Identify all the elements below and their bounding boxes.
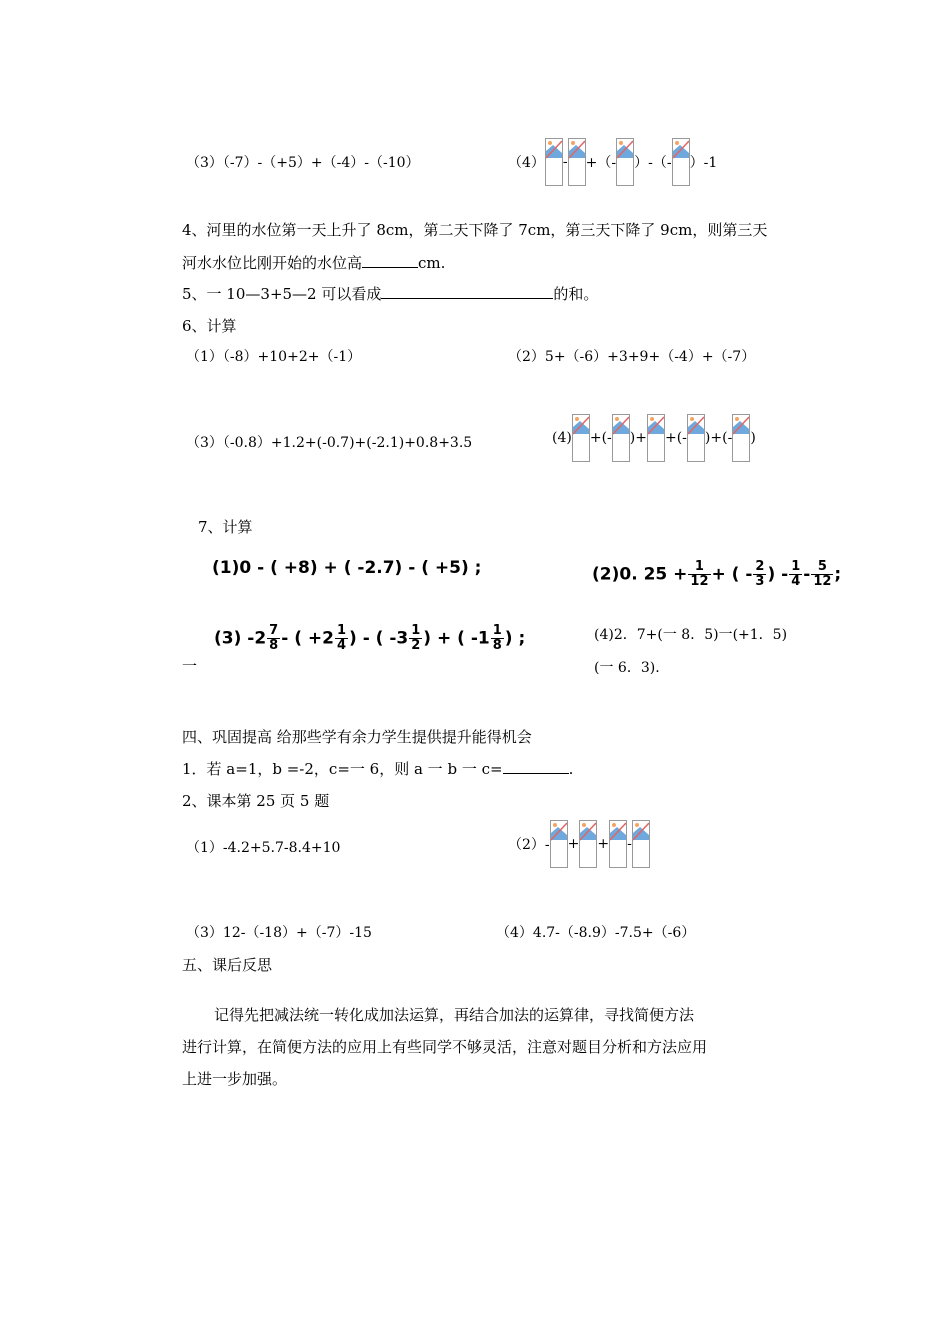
fraction: $\frac{2}{3}$ xyxy=(755,559,765,589)
broken-image-icon xyxy=(609,820,627,868)
problem-4-label: （4） xyxy=(508,155,545,171)
question-7-title: 7、计算 xyxy=(198,518,253,536)
question-6-part-3: （3）（-0.8）+1.2+(-0.7)+(-2.1)+0.8+3.5 xyxy=(186,435,473,451)
question-5: 5、一 10—3+5—2 可以看成 的和。 xyxy=(182,285,599,303)
section-4-part-2: （2）- + + - xyxy=(508,820,650,868)
section-4-title: 四、巩固提高 给那些学有余力学生提供提升能得机会 xyxy=(182,728,532,746)
broken-image-icon xyxy=(647,414,665,462)
broken-image-icon xyxy=(612,414,630,462)
reflection-line-1: 记得先把减法统一转化成加法运算，再结合加法的运算律，寻找简便方法 xyxy=(214,1006,695,1024)
answer-blank[interactable] xyxy=(503,759,569,774)
fraction: $\frac{1}{4}$ xyxy=(336,623,347,653)
section-5-title: 五、课后反思 xyxy=(182,956,273,974)
reflection-line-2: 进行计算，在简便方法的应用上有些同学不够灵活，注意对题目分析和方法应用 xyxy=(182,1038,708,1056)
section-4-question-1: 1．若 a=1，b =-2，c=一 6，则 a 一 b 一 c= . xyxy=(182,760,574,778)
section-4-question-2: 2、课本第 25 页 5 题 xyxy=(182,792,330,810)
section-4-part-1: （1）-4.2+5.7-8.4+10 xyxy=(186,840,341,856)
broken-image-icon xyxy=(545,138,563,186)
section-4-part-3: （3）12-（-18）+（-7）-15 xyxy=(186,925,372,941)
problem-4-expression: （4） - +（- ）-（- ）-1 xyxy=(508,138,717,186)
question-4-line-2: 河水水位比刚开始的水位高 cm. xyxy=(182,254,446,272)
question-7-expression-1: (1)0 - ( +8) + ( -2.7) - ( +5) ; xyxy=(212,558,482,578)
question-4-line-1: 4、河里的水位第一天上升了 8cm，第二天下降了 7cm，第三天下降了 9cm，则第三天 xyxy=(182,221,768,239)
answer-blank[interactable] xyxy=(381,284,553,299)
fraction: $\frac{7}{8}$ xyxy=(269,623,279,653)
question-6-title: 6、计算 xyxy=(182,317,237,335)
fraction: $\frac{1}{2}$ xyxy=(411,623,421,653)
section-4-part-4: （4）4.7-（-8.9）-7.5+（-6） xyxy=(496,925,696,941)
fraction: $\frac{1}{12}$ xyxy=(690,559,709,589)
broken-image-icon xyxy=(616,138,634,186)
broken-image-icon xyxy=(568,138,586,186)
question-7-expression-2: (2)0. 25 + $\frac{1}{12}$ + ( - $\frac{2}{3}$ ) - $\frac{1}{4}$ - $\frac{5}{12}$ ; xyxy=(592,559,842,589)
answer-blank[interactable] xyxy=(362,253,418,268)
question-7-expression-4-line-1: (4)2．7+(一 8．5)一(+1．5) xyxy=(594,627,788,643)
reflection-line-3: 上进一步加强。 xyxy=(182,1070,288,1088)
question-6-part-4: (4) +(- )+ +(- )+(- ) xyxy=(552,414,756,462)
broken-image-icon xyxy=(687,414,705,462)
broken-image-icon xyxy=(550,820,568,868)
question-6-part-2: （2）5+（-6）+3+9+（-4）+（-7） xyxy=(508,349,756,365)
broken-image-icon xyxy=(632,820,650,868)
problem-3-expression: （3）（-7）-（+5）+（-4）-（-10） xyxy=(186,155,420,171)
fraction: $\frac{5}{12}$ xyxy=(813,559,832,589)
question-7-expression-4-line-2: (一 6．3). xyxy=(594,660,660,676)
question-7-dash: 一 xyxy=(182,657,198,675)
broken-image-icon xyxy=(579,820,597,868)
question-7-expression-3: (3) -2 $\frac{7}{8}$ - ( +2 $\frac{1}{4}$ ) - ( -3 $\frac{1}{2}$ ) + ( -1 $\frac{1}{8}$ ) ; xyxy=(214,623,526,653)
broken-image-icon xyxy=(572,414,590,462)
broken-image-icon xyxy=(732,414,750,462)
fraction: $\frac{1}{4}$ xyxy=(791,559,801,589)
broken-image-icon xyxy=(672,138,690,186)
question-6-part-1: （1）（-8）+10+2+（-1） xyxy=(186,349,362,365)
fraction: $\frac{1}{8}$ xyxy=(492,623,502,653)
